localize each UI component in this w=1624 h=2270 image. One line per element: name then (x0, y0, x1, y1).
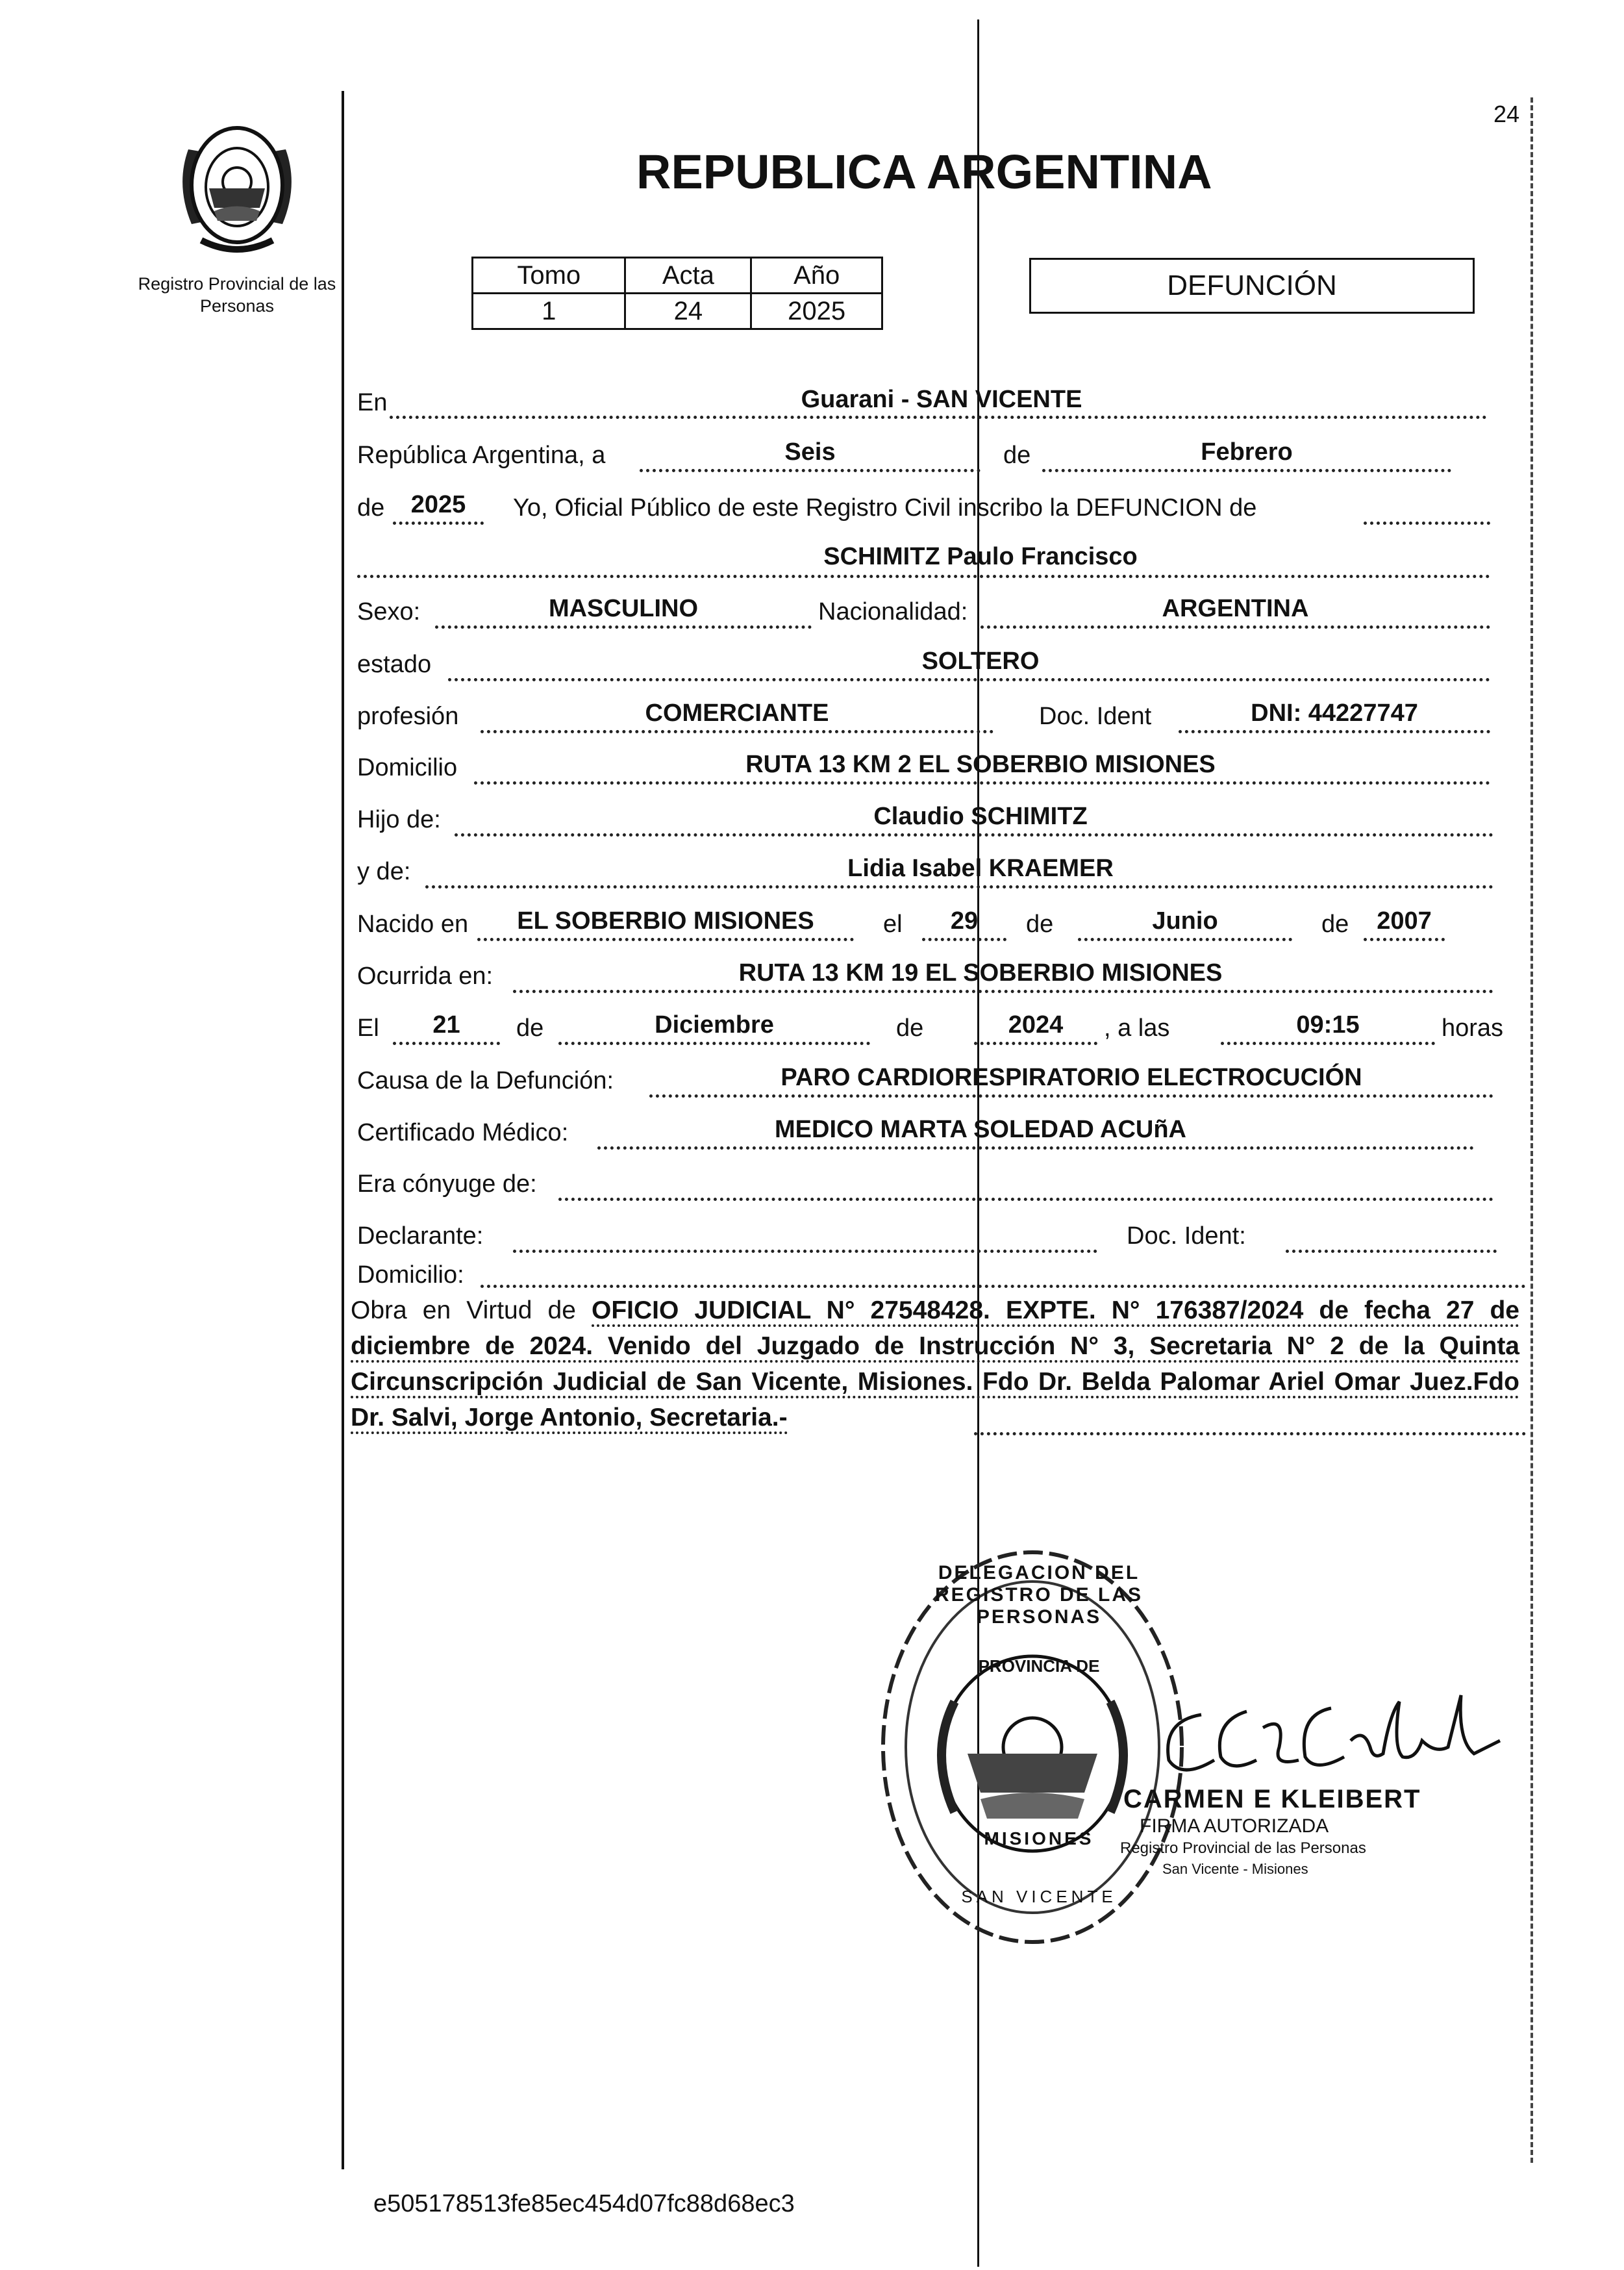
label-de-death-year: de (896, 1015, 924, 1042)
label-doc-ident-declarant: Doc. Ident: (1127, 1222, 1246, 1250)
value-birth-place: EL SOBERBIO MISIONES (517, 907, 814, 935)
value-cause: PARO CARDIORESPIRATORIO ELECTROCUCIÓN (781, 1064, 1362, 1091)
value-father: Claudio SCHIMITZ (873, 803, 1088, 830)
label-profesion: profesión (357, 703, 459, 730)
dotted-line-father (455, 833, 1493, 837)
label-conyuge: Era cónyuge de: (357, 1170, 537, 1198)
label-de-birth-year: de (1321, 911, 1349, 938)
value-death-place: RUTA 13 KM 19 EL SOBERBIO MISIONES (738, 959, 1223, 987)
dotted-line-year (393, 522, 484, 525)
label-de-birth-month: de (1026, 911, 1054, 938)
right-edge-dashes (1530, 97, 1533, 2163)
value-death-year: 2024 (1008, 1011, 1064, 1039)
act-type-label: DEFUNCIÓN (1167, 270, 1337, 301)
value-death-time: 09:15 (1296, 1011, 1360, 1039)
value-deceased-name: SCHIMITZ Paulo Francisco (823, 543, 1138, 570)
label-el-birth: el (883, 911, 903, 938)
ref-header-acta: Acta (625, 258, 751, 294)
value-birth-month: Junio (1152, 907, 1218, 935)
label-de-month: de (1003, 442, 1031, 469)
dotted-line-declarant-address (481, 1285, 1526, 1288)
value-death-day: 21 (432, 1011, 460, 1039)
ref-value-tomo: 1 (473, 294, 625, 329)
label-a-las: , a las (1104, 1015, 1170, 1042)
dotted-line-death-day (393, 1042, 500, 1045)
label-republica: República Argentina, a (357, 442, 606, 469)
dotted-line-doc (1179, 730, 1490, 733)
dotted-line-death-year (974, 1042, 1097, 1045)
label-de-death-month: de (516, 1015, 544, 1042)
label-domicilio: Domicilio (357, 754, 458, 781)
signature-location: San Vicente - Misiones (1162, 1861, 1308, 1877)
handwritten-signature-icon (1149, 1676, 1513, 1793)
label-domicilio-declarant: Domicilio: (357, 1261, 464, 1289)
ref-header-anio: Año (751, 258, 882, 294)
value-civil-status: SOLTERO (921, 648, 1040, 675)
dotted-line-birth-month (1078, 938, 1292, 941)
dotted-line-declarant-doc (1286, 1250, 1497, 1253)
dotted-line-declarant (513, 1250, 1097, 1253)
dotted-line-month (1042, 469, 1451, 472)
page-number: 24 (1493, 101, 1520, 127)
signature-title: FIRMA AUTORIZADA (1140, 1815, 1329, 1837)
dotted-line-name (357, 575, 1490, 578)
value-month-text: Febrero (1201, 438, 1293, 466)
ref-value-anio: 2025 (751, 294, 882, 329)
value-year: 2025 (410, 491, 466, 518)
label-en: En (357, 389, 388, 416)
dotted-line-death-month (558, 1042, 870, 1045)
dotted-line-place (390, 416, 1487, 419)
label-ocurrida-en: Ocurrida en: (357, 963, 493, 990)
dotted-line-death-time (1221, 1042, 1435, 1045)
label-horas: horas (1442, 1015, 1504, 1042)
signature-name: CARMEN E KLEIBERT (1123, 1785, 1421, 1813)
page-title: REPUBLICA ARGENTINA (636, 145, 1212, 199)
reference-table (471, 257, 883, 330)
label-de-year: de (357, 494, 385, 522)
dotted-line-death-place (513, 990, 1493, 993)
value-medical-certificate: MEDICO MARTA SOLEDAD ACUñA (775, 1116, 1186, 1143)
dotted-line-estado (448, 678, 1490, 681)
dotted-line-cause (649, 1094, 1493, 1098)
obra-paragraph (351, 1293, 1519, 1435)
dotted-line-day (640, 469, 981, 472)
dotted-line-domicilio (474, 781, 1490, 785)
label-sexo: Sexo: (357, 598, 421, 625)
label-nacido-en: Nacido en (357, 911, 469, 938)
dotted-line-mother (425, 885, 1493, 889)
value-day-text: Seis (784, 438, 836, 466)
label-y-de: y de: (357, 858, 411, 885)
label-doc-ident: Doc. Ident (1039, 703, 1152, 730)
signature-office: Registro Provincial de las Personas (1120, 1839, 1366, 1857)
misiones-seal-icon (162, 110, 312, 260)
value-death-month: Diciembre (655, 1011, 774, 1039)
dotted-line-yo-end (1364, 522, 1490, 525)
value-obra-text: OFICIO JUDICIAL N° 27548428. EXPTE. N° 176387/2024 de fecha 27 de diciembre de 2024. Venido del Juzgado de Instrucción N° 3, Secretaria N° 2 de la Quinta Circunscripción Judicial de San Vicente, Misiones. Fdo Dr. Belda Palomar Ariel Omar Juez.Fdo Dr. Salvi, Jorge Antonio, Secretaria.- (351, 1296, 1519, 1434)
dotted-line-sexo-fix (435, 625, 812, 629)
handwritten-signature (1149, 1676, 1513, 1793)
value-address: RUTA 13 KM 2 EL SOBERBIO MISIONES (745, 751, 1216, 778)
dotted-line-profesion (481, 730, 993, 733)
value-profession: COMERCIANTE (645, 700, 829, 727)
value-mother: Lidia Isabel KRAEMER (847, 855, 1114, 882)
dotted-line-spouse (558, 1198, 1493, 1201)
value-birth-day: 29 (950, 907, 979, 935)
value-sex: MASCULINO (548, 595, 699, 622)
label-certificado: Certificado Médico: (357, 1119, 569, 1146)
dotted-line-obra-end (974, 1432, 1526, 1435)
dotted-line-nacionalidad (981, 625, 1490, 629)
label-hijo-de: Hijo de: (357, 806, 441, 833)
dotted-line-birth-day (922, 938, 1006, 941)
ref-value-acta: 24 (625, 294, 751, 329)
label-declarante: Declarante: (357, 1222, 484, 1250)
ref-header-tomo: Tomo (473, 258, 625, 294)
stamp-bottom-text: SAN VICENTE (961, 1887, 1117, 1906)
value-document: DNI: 44227747 (1251, 700, 1418, 727)
label-yo-oficial: Yo, Oficial Público de este Registro Civil inscribo la DEFUNCION de (513, 494, 1257, 522)
stamp-outer-text: DELEGACION DEL REGISTRO DE LAS PERSONAS (934, 1562, 1143, 1628)
dotted-line-birth-year (1364, 938, 1445, 941)
stamp-inner-top-text: PROVINCIA DE (978, 1656, 1100, 1676)
value-place: Guarani - SAN VICENTE (801, 386, 1082, 413)
label-nacionalidad: Nacionalidad: (818, 598, 968, 625)
value-nationality: ARGENTINA (1162, 595, 1309, 622)
label-estado: estado (357, 651, 432, 678)
label-el-death: El (357, 1015, 379, 1042)
value-birth-year: 2007 (1377, 907, 1432, 935)
province-seal-logo (162, 110, 312, 260)
footer-hash: e505178513fe85ec454d07fc88d68ec3 (373, 2190, 795, 2217)
label-obra-en-virtud: Obra en Virtud de (351, 1296, 576, 1324)
dotted-line-certificate (597, 1146, 1474, 1150)
dotted-line-birth-place (477, 938, 854, 941)
stamp-inner-bottom-text: MISIONES (984, 1828, 1094, 1848)
label-causa: Causa de la Defunción: (357, 1067, 614, 1094)
act-type-box (1029, 258, 1475, 314)
registry-name: Registro Provincial de las Personas (138, 274, 336, 316)
left-margin-line (342, 91, 344, 2169)
